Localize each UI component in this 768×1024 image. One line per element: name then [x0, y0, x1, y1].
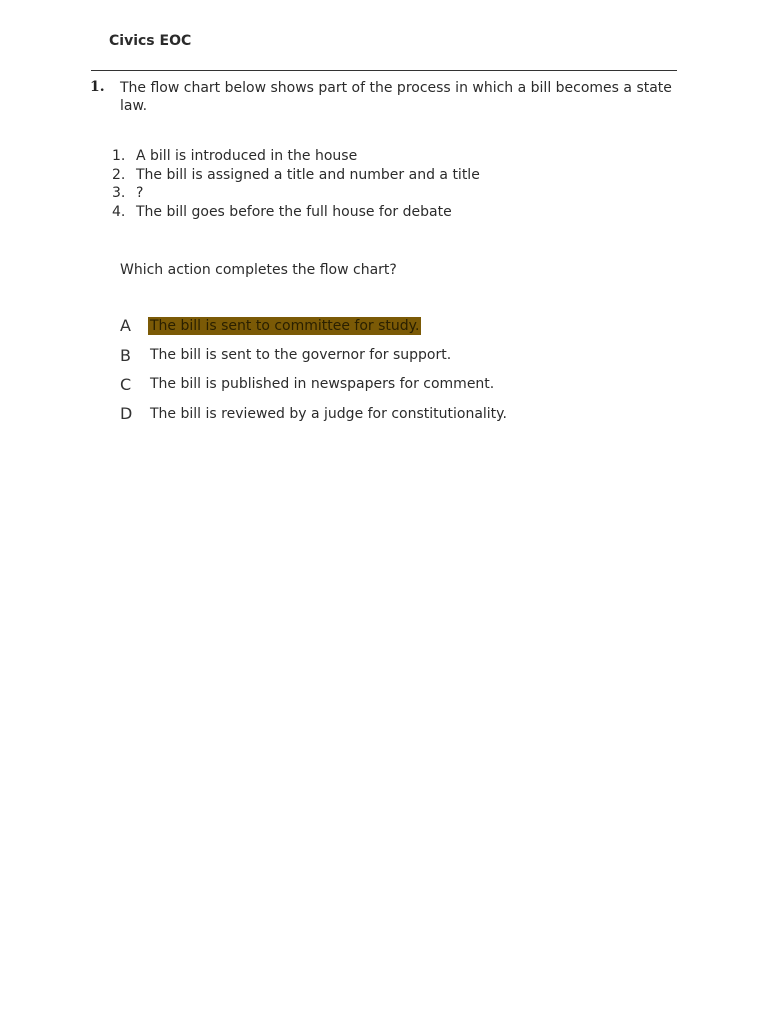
flow-step — [112, 147, 632, 166]
choice-text-highlighted[interactable]: The bill is sent to committee for study. — [150, 317, 420, 334]
answer-choice-c[interactable] — [120, 370, 680, 399]
answer-choice-b[interactable] — [120, 340, 680, 369]
choice-letter: B — [120, 345, 131, 365]
header-divider — [91, 70, 677, 71]
flow-step-text: The bill is assigned a title and number and a title — [136, 166, 480, 183]
choice-letter: C — [120, 374, 132, 394]
flow-chart-steps — [112, 147, 632, 221]
flow-step — [112, 166, 632, 185]
flow-step — [112, 203, 632, 222]
flow-step-text: A bill is introduced in the house — [136, 148, 358, 164]
flow-step-number: 2. — [112, 166, 126, 183]
flow-step-number: 1. — [112, 148, 126, 164]
choice-letter: D — [120, 404, 133, 424]
answer-choice-a[interactable] — [120, 311, 680, 340]
question-ask: Which action completes the flow chart? — [120, 262, 397, 278]
flow-step — [112, 184, 632, 203]
page-title: Civics EOC — [109, 33, 192, 49]
question-prompt: The flow chart below shows part of the process in which a bill becomes a state law. — [120, 80, 672, 114]
choice-letter: A — [120, 316, 131, 336]
flow-step-number: 3. — [112, 185, 126, 201]
answer-choices — [120, 311, 680, 429]
flow-step-text: ? — [136, 185, 144, 201]
question-number: 1. — [90, 79, 105, 95]
flow-step-number: 4. — [112, 203, 126, 220]
choice-text[interactable]: The bill is reviewed by a judge for constitutionality. — [150, 405, 507, 422]
answer-choice-d[interactable] — [120, 399, 680, 428]
choice-text[interactable]: The bill is sent to the governor for support. — [150, 347, 452, 364]
choice-text[interactable]: The bill is published in newspapers for comment. — [150, 376, 495, 393]
flow-step-text: The bill goes before the full house for debate — [136, 203, 452, 220]
